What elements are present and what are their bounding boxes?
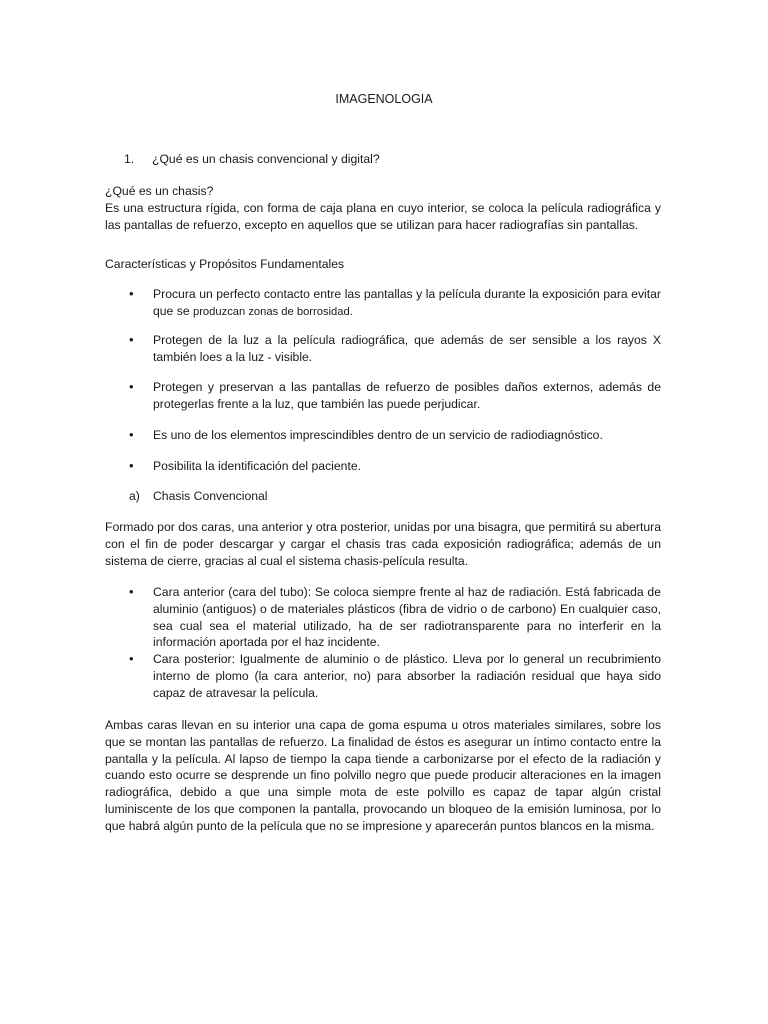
bullet-icon: • <box>129 584 134 599</box>
chasis-intro <box>105 183 661 233</box>
chasis-question: ¿Qué es un chasis? <box>105 184 214 198</box>
feature-text: Protegen de la luz a la película radiográfica, que además de ser sensible a los rayos X también loes a la luz - visible. <box>153 333 661 364</box>
ambas-paragraph: Ambas caras llevan en su interior una capa de goma espuma u otros materiales similares, sobre los que se montan las pantallas de refuerzo. La finalidad de éstos es asegurar un íntimo contacto entre la pantalla y la película. Al lapso de tiempo la capa tiende a carbonizarse por el efecto de la radiación y cuando esto ocurre se desprende un fino polvillo negro que puede producir alteraciones en la imagen radiográfica, debido a que una simple mota de este polvillo es capaz de tapar algún cristal luminiscente de los que componen la pantalla, provocando un bloqueo de la emisión luminosa, por lo que habrá algún punto de la película que no se impresione y aparecerán puntos blancos en la misma. <box>105 718 661 833</box>
bullet-icon: • <box>129 427 134 442</box>
formado-paragraph: Formado por dos caras, una anterior y otra posterior, unidas por una bisagra, que permitirá su abertura con el fin de poder descargar y cargar el chasis tras cada exposición radiográfica; además de un sistema de cierre, gracias al cual el sistema chasis-película resulta. <box>105 520 661 568</box>
feature-text: Protegen y preservan a las pantallas de refuerzo de posibles daños externos, además de protegerlas frente a la luz, que también las puede perjudicar. <box>153 380 661 411</box>
feature-text: Procura un perfecto contacto entre las pantallas y la película durante la exposición para evitar que se <box>153 287 661 318</box>
section-title: Chasis Convencional <box>153 489 268 503</box>
cara-posterior-text: Cara posterior: Igualmente de aluminio o de plástico. Lleva por lo general un recubrimiento interno de plomo (la cara anterior, no) para absorber la radiación residual que haya sido capaz de atravesar la película. <box>153 652 661 700</box>
features-heading: Características y Propósitos Fundamentales <box>105 257 345 271</box>
feature-text: Es uno de los elementos imprescindibles dentro de un servicio de radiodiagnóstico. <box>153 428 603 442</box>
section-a-heading <box>129 489 649 503</box>
page-title: IMAGENOLOGIA <box>335 92 433 106</box>
question-text: ¿Qué es un chasis convencional y digital? <box>152 152 380 166</box>
bullet-icon: • <box>129 286 134 301</box>
bullet-icon: • <box>129 458 134 473</box>
numbered-question <box>124 152 664 166</box>
feature-text-small: produzcan zonas de borrosidad. <box>192 305 353 318</box>
chasis-definition: Es una estructura rígida, con forma de caja plana en cuyo interior, se coloca la película radiográfica y las pantallas de refuerzo, excepto en aquellos que se utilizan para hacer radiografías sin pantallas. <box>105 200 661 232</box>
cara-anterior-text: Cara anterior (cara del tubo): Se coloca siempre frente al haz de radiación. Está fabricada de aluminio (antiguos) o de materiales plásticos (fibra de vidrio o de carbono) En cualquier caso, sea cual sea el material utilizado, ha de ser radiotransparente para no interferir en la información aportada por el haz incidente. <box>153 585 661 650</box>
feature-text: Posibilita la identificación del paciente. <box>153 459 361 473</box>
bullet-icon: • <box>129 379 134 394</box>
bullet-icon: • <box>129 651 134 666</box>
question-number: 1. <box>124 152 135 166</box>
section-letter: a) <box>129 489 140 503</box>
bullet-icon: • <box>129 332 134 347</box>
